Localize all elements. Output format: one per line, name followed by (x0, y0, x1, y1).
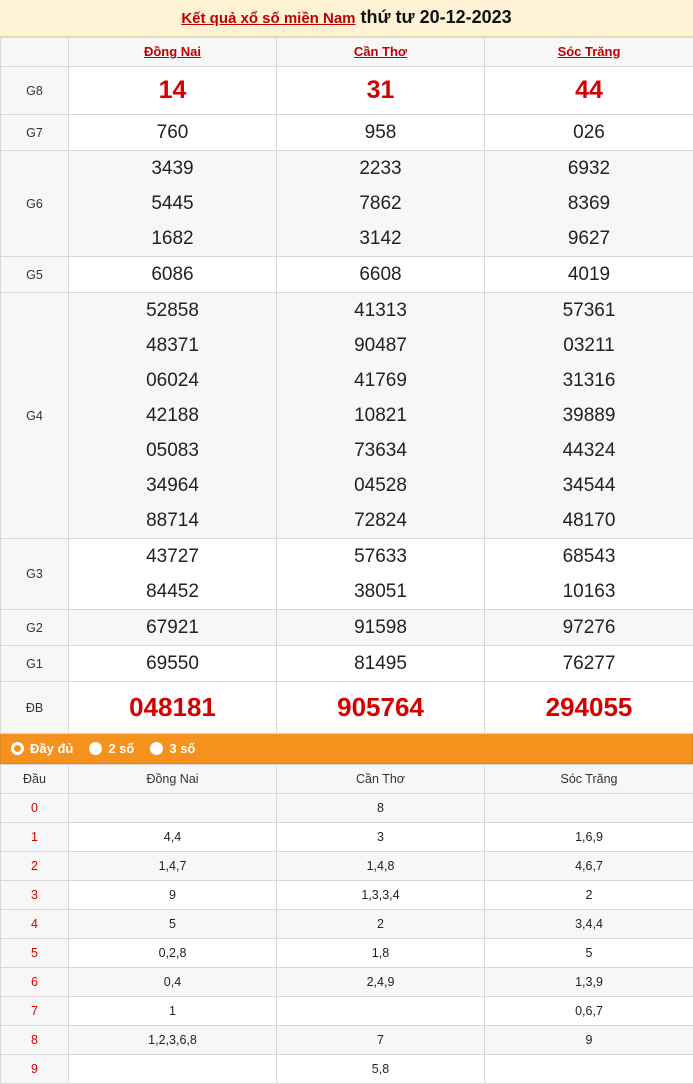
result-row-g6 (1, 151, 693, 257)
head-row (1, 968, 693, 997)
prize-cell (485, 539, 693, 610)
prize-number: 03211 (485, 328, 693, 363)
head-value: 1,4,8 (277, 852, 485, 881)
prize-label: G5 (1, 257, 69, 293)
result-row-g7 (1, 115, 693, 151)
head-value: 2,4,9 (277, 968, 485, 997)
prize-label: G6 (1, 151, 69, 257)
prize-number: 57361 (485, 293, 693, 328)
prize-cell (69, 539, 277, 610)
filter-label-3digit: 3 số (169, 741, 195, 756)
result-row-g1 (1, 646, 693, 682)
prize-cell (277, 257, 485, 293)
head-value: 9 (69, 881, 277, 910)
head-value (69, 1055, 277, 1084)
prize-number: 69550 (69, 646, 276, 681)
prize-number: 026 (485, 115, 693, 150)
prize-number: 73634 (277, 433, 484, 468)
prize-number: 48170 (485, 503, 693, 538)
prize-number: 4019 (485, 257, 693, 292)
head-value: 1,3,9 (485, 968, 693, 997)
prize-number: 44324 (485, 433, 693, 468)
prize-number: 04528 (277, 468, 484, 503)
head-value: 0,6,7 (485, 997, 693, 1026)
head-value: 5,8 (277, 1055, 485, 1084)
prize-number: 91598 (277, 610, 484, 645)
prize-number: 76277 (485, 646, 693, 681)
prize-number: 3142 (277, 221, 484, 256)
head-value: 0,4 (69, 968, 277, 997)
prize-number: 42188 (69, 398, 276, 433)
prize-cell: 905764 (277, 682, 485, 734)
prize-number: 57633 (277, 539, 484, 574)
prize-cell (277, 610, 485, 646)
filter-label-full: Đầy đủ (30, 741, 73, 756)
prize-number: 34964 (69, 468, 276, 503)
prize-label: G7 (1, 115, 69, 151)
result-row-g5 (1, 257, 693, 293)
head-value: 1,4,7 (69, 852, 277, 881)
province-link-soc-trang[interactable]: Sóc Trăng (558, 44, 621, 59)
prize-cell (69, 115, 277, 151)
prize-label: G8 (1, 67, 69, 115)
prize-cell (69, 293, 277, 539)
prize-number: 5445 (69, 186, 276, 221)
prize-number: 7862 (277, 186, 484, 221)
prize-cell: 44 (485, 67, 693, 115)
prize-cell (277, 293, 485, 539)
prize-number: 05083 (69, 433, 276, 468)
prize-number: 88714 (69, 503, 276, 538)
head-summary-table (0, 764, 693, 1084)
head-value: 3 (277, 823, 485, 852)
prize-number: 9627 (485, 221, 693, 256)
results-corner-cell (1, 38, 69, 67)
prize-cell (485, 646, 693, 682)
head-key: 3 (1, 881, 69, 910)
prize-label: ĐB (1, 682, 69, 734)
header-title-link[interactable]: Kết quả xổ số miền Nam (181, 10, 355, 27)
head-value (277, 997, 485, 1026)
prize-cell (69, 610, 277, 646)
prize-number: 48371 (69, 328, 276, 363)
prize-number: 97276 (485, 610, 693, 645)
prize-cell: 31 (277, 67, 485, 115)
head-key: 1 (1, 823, 69, 852)
prize-number: 72824 (277, 503, 484, 538)
prize-number: 68543 (485, 539, 693, 574)
head-row (1, 1055, 693, 1084)
head-value (69, 794, 277, 823)
radio-icon-full[interactable] (11, 742, 24, 755)
prize-cell (69, 151, 277, 257)
prize-cell (485, 151, 693, 257)
head-value: 5 (485, 939, 693, 968)
prize-cell: 048181 (69, 682, 277, 734)
result-row-g3 (1, 539, 693, 610)
head-key: 9 (1, 1055, 69, 1084)
prize-number: 34544 (485, 468, 693, 503)
head-value: 7 (277, 1026, 485, 1055)
prize-cell (277, 646, 485, 682)
result-row-đb (1, 682, 693, 734)
prize-number: 06024 (69, 363, 276, 398)
prize-number: 41313 (277, 293, 484, 328)
head-value: 1 (69, 997, 277, 1026)
head-row (1, 823, 693, 852)
head-value: 4,6,7 (485, 852, 693, 881)
province-header-1 (277, 38, 485, 67)
prize-number: 6608 (277, 257, 484, 292)
prize-number: 41769 (277, 363, 484, 398)
head-col-soc-trang: Sóc Trăng (485, 765, 693, 794)
head-key: 4 (1, 910, 69, 939)
head-value: 2 (485, 881, 693, 910)
prize-cell (277, 151, 485, 257)
prize-number: 2233 (277, 151, 484, 186)
prize-cell (485, 610, 693, 646)
head-row (1, 881, 693, 910)
head-value: 0,2,8 (69, 939, 277, 968)
head-row (1, 910, 693, 939)
prize-cell (69, 257, 277, 293)
head-col-can-tho: Cần Thơ (277, 765, 485, 794)
head-value (485, 794, 693, 823)
prize-number: 1682 (69, 221, 276, 256)
digit-filter-bar (0, 734, 693, 764)
prize-cell (69, 646, 277, 682)
head-row (1, 1026, 693, 1055)
results-header-row (1, 38, 693, 67)
prize-number: 43727 (69, 539, 276, 574)
head-value: 1,8 (277, 939, 485, 968)
prize-cell (485, 293, 693, 539)
prize-number: 10821 (277, 398, 484, 433)
radio-icon-3digit[interactable] (150, 742, 163, 755)
prize-cell (277, 539, 485, 610)
filter-label-2digit: 2 số (108, 741, 134, 756)
head-key: 7 (1, 997, 69, 1026)
head-key: 0 (1, 794, 69, 823)
prize-label: G4 (1, 293, 69, 539)
head-key: 8 (1, 1026, 69, 1055)
head-value: 1,2,3,6,8 (69, 1026, 277, 1055)
filter-option-2digit[interactable] (89, 741, 134, 756)
prize-label: G3 (1, 539, 69, 610)
radio-icon-2digit[interactable] (89, 742, 102, 755)
head-value: 5 (69, 910, 277, 939)
prize-number: 8369 (485, 186, 693, 221)
head-value: 9 (485, 1026, 693, 1055)
head-row (1, 997, 693, 1026)
prize-number: 39889 (485, 398, 693, 433)
prize-number: 90487 (277, 328, 484, 363)
head-value: 8 (277, 794, 485, 823)
prize-number: 52858 (69, 293, 276, 328)
prize-number: 760 (69, 115, 276, 150)
prize-number: 84452 (69, 574, 276, 609)
result-row-g2 (1, 610, 693, 646)
results-table (0, 37, 693, 734)
prize-cell (485, 115, 693, 151)
prize-number: 38051 (277, 574, 484, 609)
prize-label: G1 (1, 646, 69, 682)
prize-number: 6932 (485, 151, 693, 186)
filter-option-full[interactable] (11, 741, 73, 756)
filter-option-3digit[interactable] (150, 741, 195, 756)
prize-number: 3439 (69, 151, 276, 186)
head-key: 2 (1, 852, 69, 881)
head-key: 6 (1, 968, 69, 997)
prize-number: 10163 (485, 574, 693, 609)
province-link-dong-nai[interactable]: Đồng Nai (144, 44, 201, 59)
result-row-g4 (1, 293, 693, 539)
head-value: 1,6,9 (485, 823, 693, 852)
prize-number: 81495 (277, 646, 484, 681)
prize-cell (277, 115, 485, 151)
prize-cell (485, 257, 693, 293)
province-link-can-tho[interactable]: Cần Thơ (354, 44, 407, 59)
head-value: 2 (277, 910, 485, 939)
prize-number: 31316 (485, 363, 693, 398)
prize-number: 958 (277, 115, 484, 150)
head-row (1, 939, 693, 968)
head-value: 1,3,3,4 (277, 881, 485, 910)
head-value: 3,4,4 (485, 910, 693, 939)
head-col-dau: Đầu (1, 765, 69, 794)
head-key: 5 (1, 939, 69, 968)
head-header-row (1, 765, 693, 794)
head-row (1, 852, 693, 881)
prize-cell: 14 (69, 67, 277, 115)
province-header-0 (69, 38, 277, 67)
header-date: thứ tư 20-12-2023 (361, 7, 512, 27)
prize-label: G2 (1, 610, 69, 646)
province-header-2 (485, 38, 693, 67)
prize-cell: 294055 (485, 682, 693, 734)
head-row (1, 794, 693, 823)
head-col-dong-nai: Đồng Nai (69, 765, 277, 794)
prize-number: 67921 (69, 610, 276, 645)
head-value (485, 1055, 693, 1084)
prize-number: 6086 (69, 257, 276, 292)
result-row-g8 (1, 67, 693, 115)
head-value: 4,4 (69, 823, 277, 852)
page-header (0, 0, 693, 37)
